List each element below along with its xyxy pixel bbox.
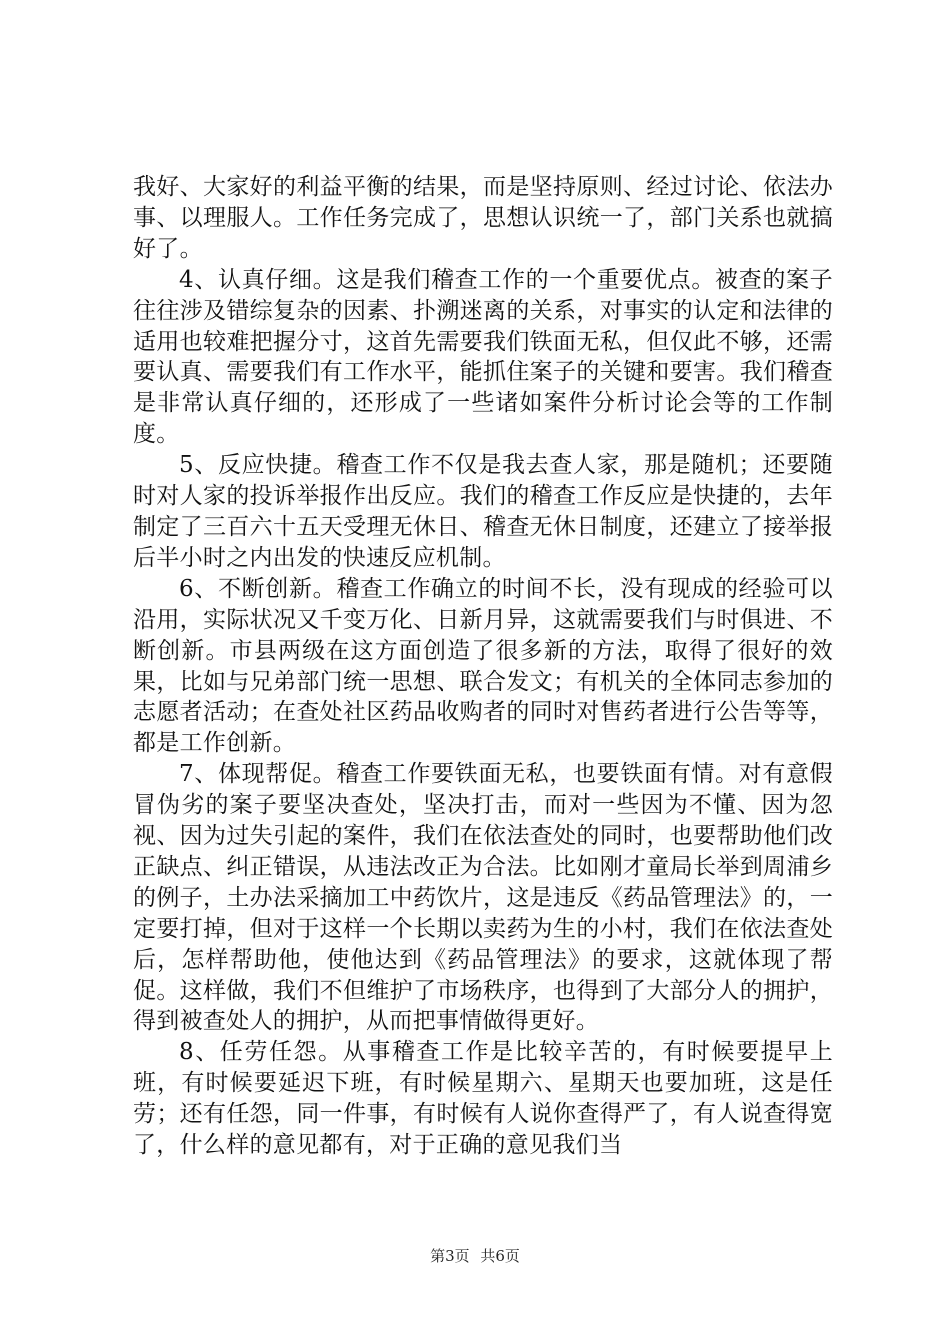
page-footer bbox=[0, 1245, 950, 1266]
paragraph-item-7: 7、体现帮促。稽查工作要铁面无私，也要铁面有情。对有意假冒伪劣的案子要坚决查处，坚决打击，而对一些因为不懂、因为忽视、因为过失引起的案件，我们在依法查处的同时，也要帮助他们改正缺点、纠正错误，从违法改正为合法。比如刚才童局长举到周浦乡的例子，土办法采摘加工中药饮片，这是违反《药品管理法》的，一定要打掉，但对于这样一个长期以卖药为生的小村，我们在依法查处后，怎样帮助他，使他达到《药品管理法》的要求，这就体现了帮促。这样做，我们不但维护了市场秩序，也得到了大部分人的拥护，得到被查处人的拥护，从而把事情做得更好。 bbox=[133, 761, 833, 1035]
paragraph-item-6: 6、不断创新。稽查工作确立的时间不长，没有现成的经验可以沿用，实际状况又千变万化、日新月异，这就需要我们与时俱进、不断创新。市县两级在这方面创造了很多新的方法，取得了很好的效果，比如与兄弟部门统一思想、联合发文；有机关的全体同志参加的志愿者活动；在查处社区药品收购者的同时对售药者进行公告等等，都是工作创新。 bbox=[133, 575, 833, 757]
paragraph-continuation: 我好、大家好的利益平衡的结果，而是坚持原则、经过讨论、依法办事、以理服人。工作任务完成了，思想认识统一了，部门关系也就搞好了。 bbox=[133, 174, 833, 262]
page-number: 第3页 bbox=[430, 1247, 470, 1265]
paragraph-item-5: 5、反应快捷。稽查工作不仅是我去查人家，那是随机；还要随时对人家的投诉举报作出反应。我们的稽查工作反应是快捷的，去年制定了三百六十五天受理无休日、稽查无休日制度，还建立了接举报后半小时之内出发的快速反应机制。 bbox=[133, 452, 833, 571]
paragraph-item-8: 8、任劳任怨。从事稽查工作是比较辛苦的，有时候要提早上班，有时候要延迟下班，有时候星期六、星期天也要加班，这是任劳；还有任怨，同一件事，有时候有人说你查得严了，有人说查得宽了，什么样的意见都有，对于正确的意见我们当 bbox=[133, 1039, 833, 1159]
document-body bbox=[133, 172, 833, 1161]
page-total: 共6页 bbox=[480, 1247, 520, 1265]
paragraph-item-4: 4、认真仔细。这是我们稽查工作的一个重要优点。被查的案子往往涉及错综复杂的因素、扑溯迷离的关系，对事实的认定和法律的适用也较难把握分寸，这首先需要我们铁面无私，但仅此不够，还需要认真、需要我们有工作水平，能抓住案子的关键和要害。我们稽查是非常认真仔细的，还形成了一些诸如案件分析讨论会等的工作制度。 bbox=[133, 266, 833, 448]
